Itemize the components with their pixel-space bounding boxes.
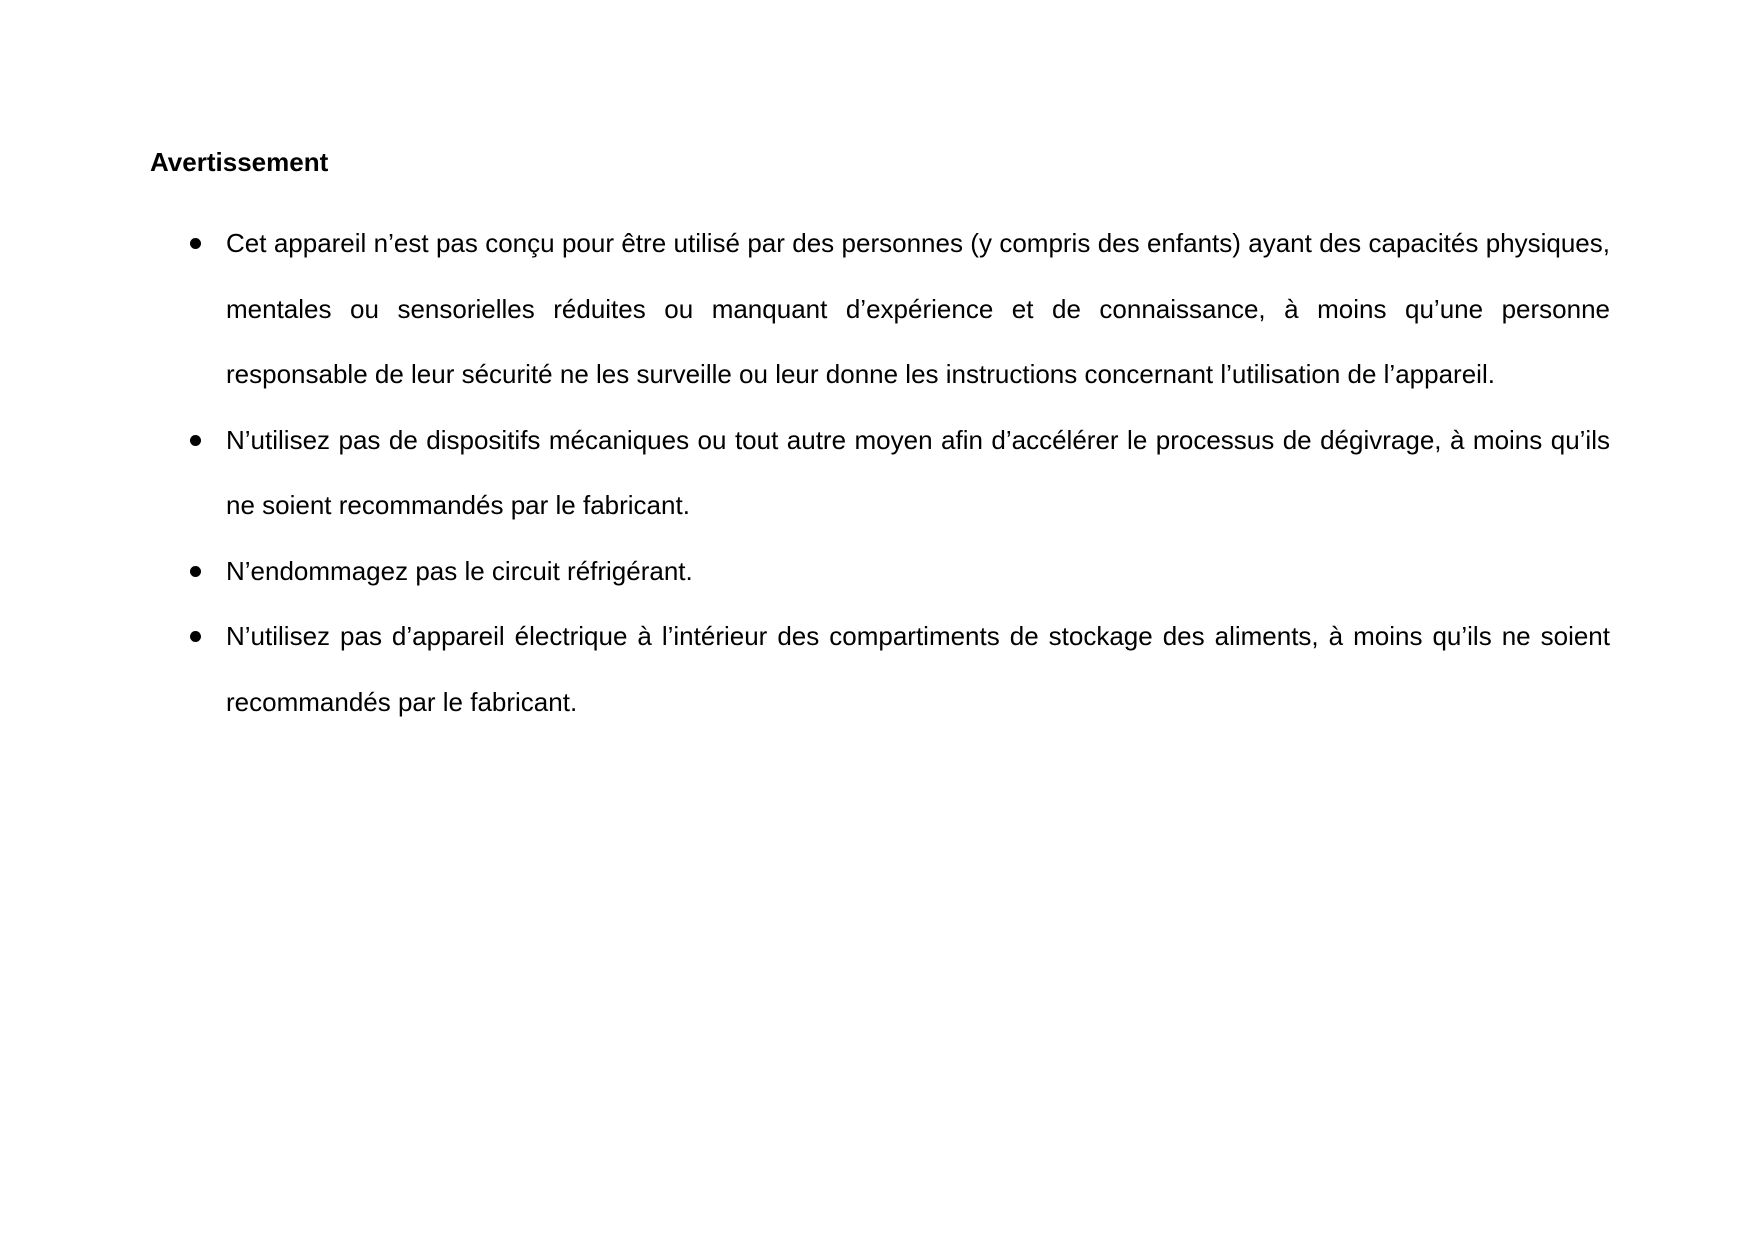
warning-list [150,211,1610,735]
bullet-dot-icon [190,238,201,249]
list-item-text: N’endommagez pas le circuit réfrigérant. [226,555,693,586]
bullet-dot-icon [190,631,201,642]
list-item [150,211,1610,408]
list-item-text: Cet appareil n’est pas conçu pour être utilisé par des personnes (y compris des enfants) ayant des capacités physiques, mentales ou sensorielles réduites ou manquant d’expérience et de connaissance, à moins qu’une personne responsable de leur sécurité ne les surveille ou leur donne les instructions concernant l’utilisation de l’appareil. [226,228,1610,389]
list-item-text: N’utilisez pas d’appareil électrique à l’intérieur des compartiments de stockage des aliments, à moins qu’ils ne soient recommandés par le fabricant. [226,621,1610,717]
list-item-text: N’utilisez pas de dispositifs mécaniques ou tout autre moyen afin d’accélérer le processus de dégivrage, à moins qu’ils ne soient recommandés par le fabricant. [226,424,1610,520]
list-item [150,604,1610,735]
bullet-dot-icon [190,566,201,577]
section-heading: Avertissement [150,147,329,177]
bullet-dot-icon [190,435,201,446]
list-item [150,539,1610,605]
list-item [150,408,1610,539]
